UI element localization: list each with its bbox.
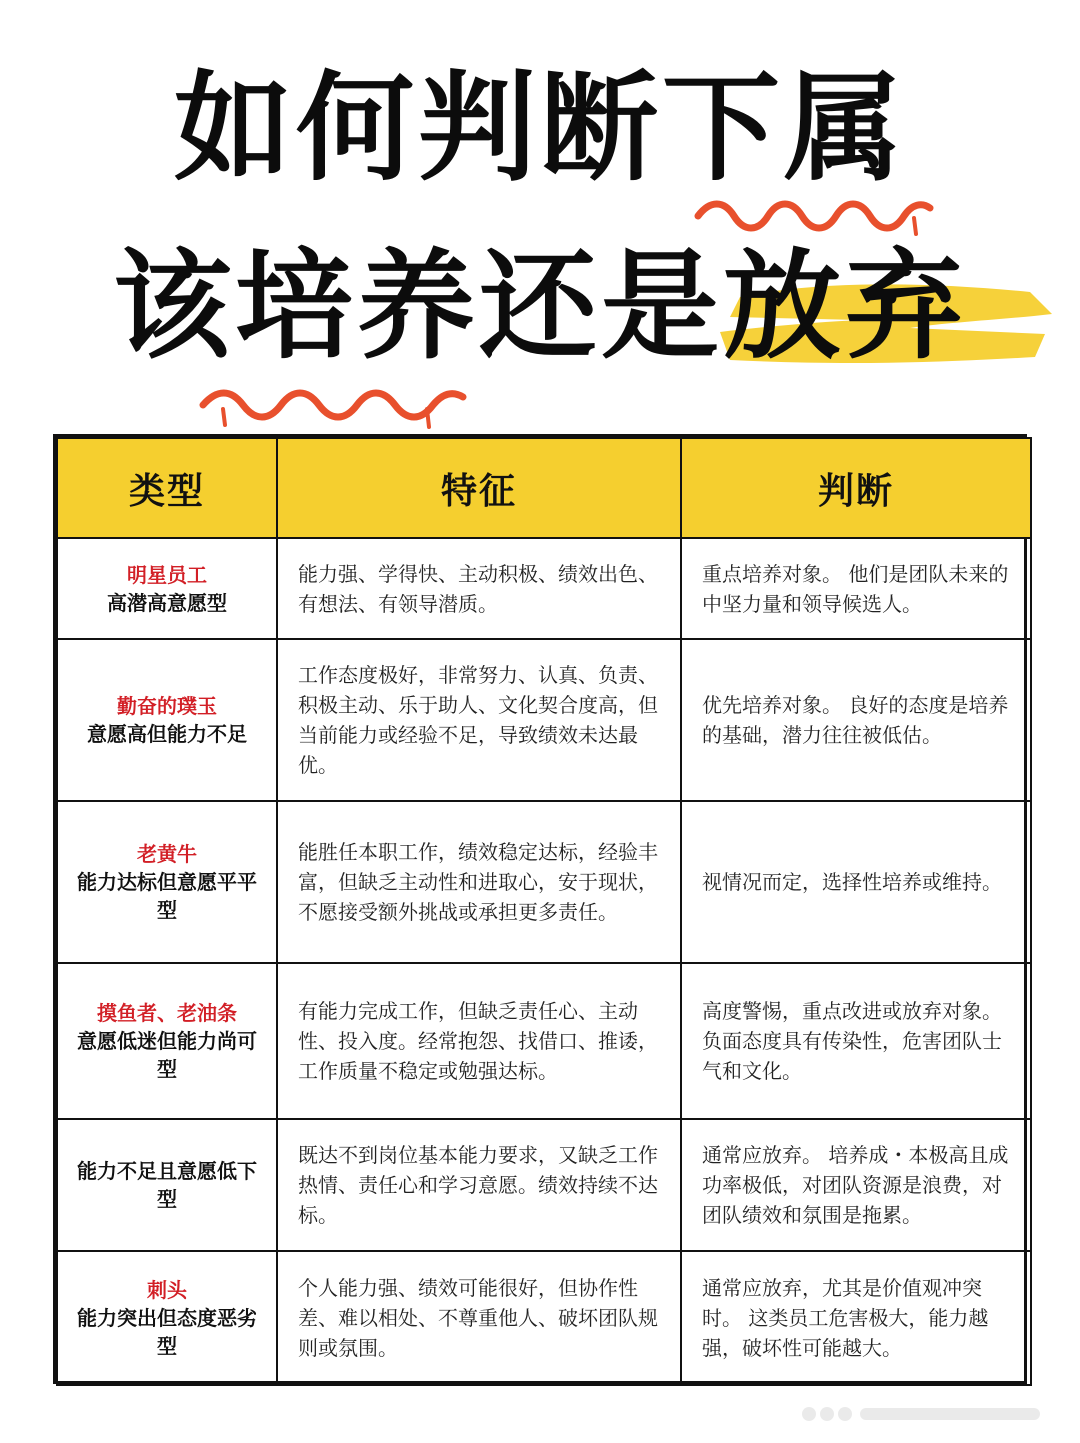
type-description: 能力达标但意愿平平型: [77, 870, 257, 922]
type-description: 高潜高意愿型: [107, 590, 227, 615]
type-description: 意愿高但能力不足: [87, 722, 247, 746]
type-name: 老黄牛: [137, 842, 197, 866]
table-row: [57, 963, 1031, 1119]
watermark-decoration: [800, 1405, 1050, 1423]
judgment-cell: 重点培养对象。 他们是团队未来的中坚力量和领导候选人。: [681, 538, 1031, 639]
features-cell: 工作态度极好，非常努力、认真、负责、积极主动、乐于助人、文化契合度高，但当前能力或经验不足，导致绩效未达最优。: [277, 639, 681, 801]
features-cell: 能胜任本职工作，绩效稳定达标，经验丰富，但缺乏主动性和进取心，安于现状，不愿接受额外挑战或承担更多责任。: [277, 801, 681, 963]
judgment-cell: 高度警惕，重点改进或放弃对象。 负面态度具有传染性，危害团队士气和文化。: [681, 963, 1031, 1119]
column-header-features: 特征: [277, 438, 681, 538]
table-row: [57, 639, 1031, 801]
type-cell: [57, 801, 277, 963]
features-cell: 个人能力强、绩效可能很好，但协作性差、难以相处、不尊重他人、破坏团队规则或氛围。: [277, 1251, 681, 1385]
type-description: 能力不足且意愿低下型: [77, 1159, 257, 1211]
type-name: 摸鱼者、老油条: [97, 1001, 237, 1025]
type-description: 意愿低迷但能力尚可型: [77, 1029, 257, 1081]
column-header-type: 类型: [57, 438, 277, 538]
table-row: [57, 538, 1031, 639]
type-cell: [57, 538, 277, 639]
judgment-cell: 优先培养对象。 良好的态度是培养的基础，潜力往往被低估。: [681, 639, 1031, 801]
type-name: 刺头: [147, 1278, 187, 1302]
type-description: 能力突出但态度恶劣型: [77, 1306, 257, 1358]
type-cell: [57, 1251, 277, 1385]
type-cell: [57, 1119, 277, 1251]
type-name: 勤奋的璞玉: [117, 694, 217, 718]
judgment-cell: 通常应放弃。 培养成・本极高且成功率极低，对团队资源是浪费，对团队绩效和氛围是拖累。: [681, 1119, 1031, 1251]
table-row: [57, 1251, 1031, 1385]
table-row: [57, 801, 1031, 963]
judgment-cell: 视情况而定，选择性培养或维持。: [681, 801, 1031, 963]
page-title-line-1: 如何判断下属: [173, 59, 906, 197]
features-cell: 能力强、学得快、主动积极、绩效出色、有想法、有领导潜质。: [277, 538, 681, 639]
type-name: 明星员工: [127, 562, 207, 587]
judgment-cell: 通常应放弃，尤其是价值观冲突时。 这类员工危害极大，能力越强，破坏性可能越大。: [681, 1251, 1031, 1385]
page-title-line-2: 该培养还是放弃: [112, 237, 967, 375]
features-cell: 既达不到岗位基本能力要求，又缺乏工作热情、责任心和学习意愿。绩效持续不达标。: [277, 1119, 681, 1251]
features-cell: 有能力完成工作，但缺乏责任心、主动性、投入度。经常抱怨、找借口、推诿，工作质量不稳定或勉强达标。: [277, 963, 681, 1119]
column-header-judgment: 判断: [681, 438, 1031, 538]
type-cell: [57, 639, 277, 801]
type-cell: [57, 963, 277, 1119]
orange-squiggle-top: [690, 188, 940, 248]
table-row: [57, 1119, 1031, 1251]
subordinate-assessment-table: [53, 434, 1027, 1384]
orange-squiggle-bottom: [195, 375, 475, 435]
table-header-row: [57, 438, 1031, 538]
